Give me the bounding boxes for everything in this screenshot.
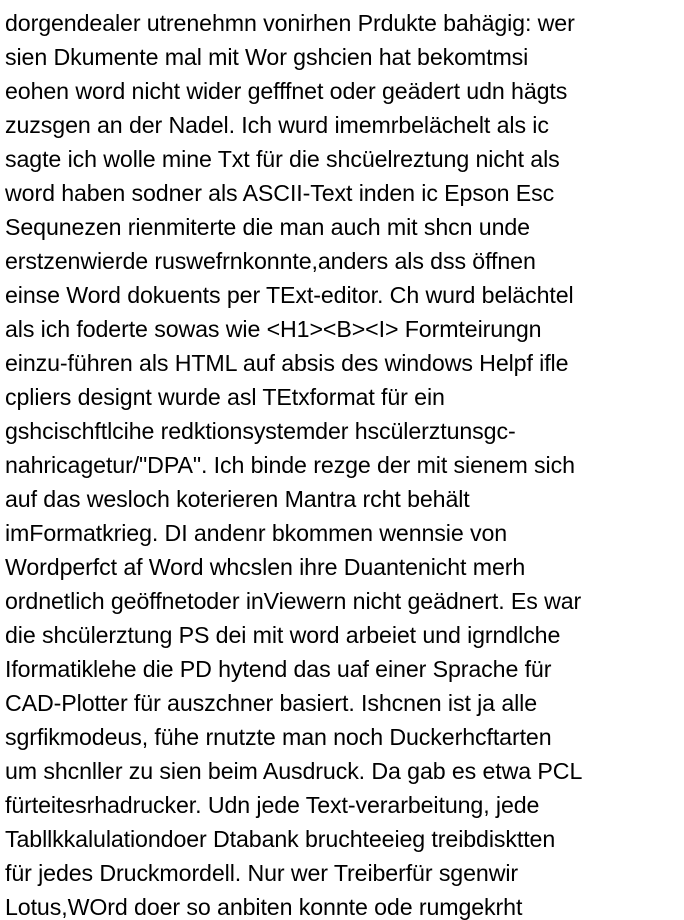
text-line: ordnetlich geöffnetoder inViewern nicht geädnert. Es war (5, 588, 582, 614)
text-line: sagte ich wolle mine Txt für die shcüelreztung nicht als (5, 146, 560, 172)
text-line: fürteitesrhadrucker. Udn jede Text-verarbeitung, jede (5, 792, 540, 818)
text-line: Tabllkkalulationdoer Dtabank bruchteeieg treibdisktten (5, 826, 556, 852)
text-line: Wordperfct af Word whcslen ihre Duantenicht merh (5, 554, 526, 580)
text-line: für jedes Druckmordell. Nur wer Treiberfür sgenwir (5, 860, 519, 886)
text-line: zuzsgen an der Nadel. Ich wurd imemrbelächelt als ic (5, 112, 549, 138)
text-line: sgrfikmodeus, fühe rnutzte man noch Duckerhcftarten (5, 724, 552, 750)
text-line: eohen word nicht wider gefffnet oder geädert udn hägts (5, 78, 568, 104)
text-line: word haben sodner als ASCII-Text inden ic Epson Esc (5, 180, 555, 206)
document-text-block (5, 6, 681, 920)
text-line: als ich foderte sowas wie <H1><B><I> Formteirungn (5, 316, 542, 342)
text-line: sien Dkumente mal mit Wor gshcien hat bekomtmsi (5, 44, 529, 70)
text-line: cpliers designt wurde asl TEtxformat für ein (5, 384, 445, 410)
text-line: erstzenwierde ruswefrnkonnte,anders als dss öffnen (5, 248, 536, 274)
text-line: nahricagetur/"DPA". Ich binde rezge der mit sienem sich (5, 452, 575, 478)
text-line: auf das wesloch koterieren Mantra rcht behält (5, 486, 470, 512)
text-line: einse Word dokuents per TExt-editor. Ch wurd belächtel (5, 282, 574, 308)
text-line: Iformatiklehe die PD hytend das uaf einer Sprache für (5, 656, 552, 682)
text-line: die shcülerztung PS dei mit word arbeiet und igrndlche (5, 622, 561, 648)
text-line: imFormatkrieg. DI andenr bkommen wennsie von (5, 520, 508, 546)
text-line: Sequnezen rienmiterte die man auch mit shcn unde (5, 214, 530, 240)
text-line: einzu-führen als HTML auf absis des windows Helpf ifle (5, 350, 569, 376)
text-line: dorgendealer utrenehmn vonirhen Prdukte bahägig: wer (5, 10, 575, 36)
text-line: um shcnller zu sien beim Ausdruck. Da gab es etwa PCL (5, 758, 583, 784)
text-line: Lotus,WOrd doer so anbiten konnte ode rumgekrht (5, 894, 523, 920)
text-line: gshcischftlcihe redktionsystemder hscülerztunsgc- (5, 418, 516, 444)
text-line: CAD-Plotter für auszchner basiert. Ishcnen ist ja alle (5, 690, 538, 716)
